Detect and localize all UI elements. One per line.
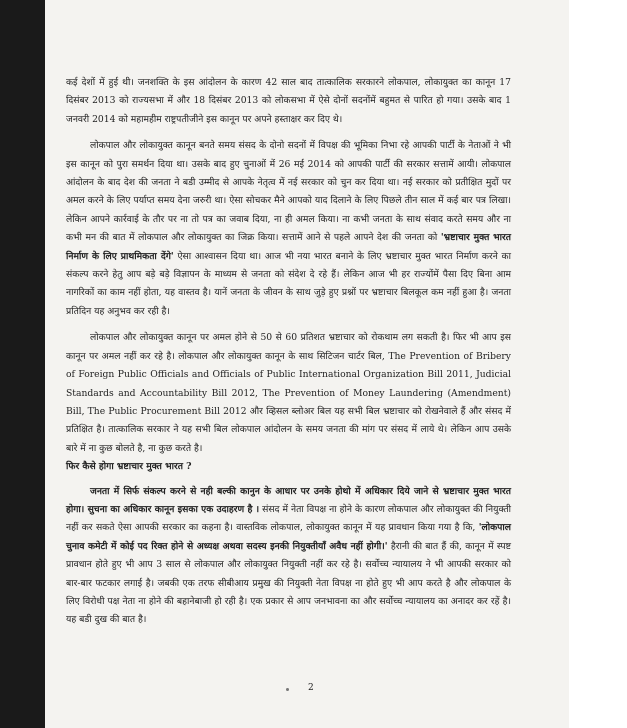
paragraph-3-text: लोकपाल और लोकायुक्त कानून पर अमल होने से 50 से 60 प्रतिशत भ्रष्टाचार को रोकथाम लग सकती है। फिर भी आप इस कानून पर अमल नहीं कर रहे है। लोकपाल और लोकायुक्त कानून के साथ सिटिजन चार्टर बिल, The Prevention of Bribery of Foreign Public Officials and Officials of Public International Organization Bill 2011, Judicial Standards and Accountability Bill 2012, The Prevention of Money Laundering (Amendment) Bill, The Public Procurement Bill 2012 और व्हिसल ब्लोअर बिल यह सभी बिल भ्रष्टाचार को रोखनेवाले हैं और संसद में प्रतिक्षित है। तात्कालिक सरकार ने यह सभी बिल लोकपाल आंदोलन के समय जनता की मांग पर संसद में लाये थे। लेकिन आप उसके बारे में ना कुछ बोलते है, ना कुछ करते है। <box>66 332 511 454</box>
paragraph-4-bold-quote: 'लोकपाल चुनाव कमेटी में कोई पद रिक्त होने से अध्यक्ष अथवा सदस्य इनकी नियुक्तीयाँ अवैध नहीं होगी।' <box>66 522 511 552</box>
scan-border-left <box>0 0 45 728</box>
paragraph-4-bold-lead: जनता में सिर्फ संकल्प करने से नही बल्की कानुन के आधार पर उनके होथो में अधिकार दिये जाने से भ्रष्टाचार मुक्त भारत होगा। सुचना का अधिकार कानून इसका एक उदाहरण है । <box>66 485 511 515</box>
paragraph-4-text-a: संसद में नेता विपक्ष ना होने के कारण लोकपाल और लोकायुक्त की नियुक्ती नहीं कर सकते ऐसा आपकी सरकार का कहना है। वास्तविक लोकपाल, लोकायुक्त कानून में यह प्रावधान किया गया है कि, <box>66 503 511 534</box>
paragraph-4 <box>66 483 511 630</box>
paragraph-2-text-a: लोकपाल और लोकायुक्त कानून बनते समय संसद के दोनो सदनों में विपक्ष की भूमिका निभा रहे आपकी पार्टी के नेताओं ने भी इस कानून को पुरा समर्थन दिया था। उसके बाद हुए चुनाओं में 26 मई 2014 को आपकी पार्टी की सरकार सत्तामें आयी। लोकपाल आंदोलन के बाद देश की जनता ने बडी उम्मीद से आपके नेतृत्व में नई सरकार को चुन कर दिया था। नई सरकार को प्रतीक्षित मुदों पर अमल करने के लिए पर्याप्त समय देना जरुरी था। ऐसा सोचकर मैने आपको याद दिलाने के लिए पिछले तीन साल में कई बार पत्र लिखा। लेकिन आपने कार्रवाई के तौर पर ना तो पत्र का जवाब दिया, ना ही अमल किया। ना कभी जनता के साथ संवाद करते समय और ना कभी मन की बात में लोकपाल और लोकायुक्त का जिक्र किया। सत्तामें आने से पहले आपने देश की जनता को <box>66 140 511 244</box>
section-heading: फिर कैसे होगा भ्रष्टाचार मुक्त भारत ? <box>66 461 192 473</box>
paragraph-2 <box>66 137 511 321</box>
paragraph-2-text-b: ऐसा आश्वासन दिया था। आज भी नया भारत बनाने के लिए भ्रष्टाचार मुक्त भारत निर्माण करने का संकल्प करने हेतु आप बड़े बड़े विज्ञापन के माध्यम से जनता को संदेश दे रहे हैं। लेकिन आज भी हर राज्योंमें पैसा दिए बिना आम नागरिकों का काम नहीं होता, यह वास्तव है। यानें जनता के जीवन के साथ जुड़े हुए प्रश्नों पर भ्रष्टाचार बिलकूल कम नहीं हुआ है। जनता प्रतिदिन यह अनुभव कर रही है। <box>66 250 511 317</box>
scan-speck <box>286 688 289 691</box>
paragraph-1-text: कई देशों में हुई थी। जनशक्ति के इस आंदोलन के कारण 42 साल बाद तात्कालिक सरकारने लोकपाल, लोकायुक्त का कानून 17 दिसंबर 2013 को राज्यसभा में और 18 दिसंबर 2013 को लोकसभा में ऐसे दोनों सदनोंमें बहुमत से पारित हो गया। उसके बाद 1 जनवरी 2014 को महामहीम राष्ट्रपतीजीने इस कानून पर अपने हस्ताक्षर कर दिए थे। <box>66 77 511 125</box>
paragraph-1 <box>66 74 511 129</box>
paragraph-3 <box>66 329 511 458</box>
document-body <box>66 74 511 630</box>
paragraph-2-bold-quote: 'भ्रष्टाचार मुक्त भारत निर्माण के लिए प्राथमिकता देंगे' <box>66 232 511 262</box>
paragraph-4-text-b: हैरानी की बात हैं की, कानून में स्पष्ट प्रावधान होते हुए भी आप 3 साल से लोकपाल और लोकायुक्त नियुक्ती नहीं कर रहे है। सर्वोच्च न्यायालय ने भी आपकी सरकार को बार-बार फटकार लगाई है। जबकी एक तरफ सीबीआय प्रमुख की नियुक्ती नेता विपक्ष ना होते हुए भी आप करते है और लोकपाल के लिए विरोधी पक्ष नेता ना होने की बहानेबाजी हो रही है। एक प्रकार से आप जनभावना का और सर्वोच्च न्यायालय का अनादर कर रहें है। यह बडी दुख की बात है। <box>66 540 511 626</box>
page-number: 2 <box>308 683 314 693</box>
